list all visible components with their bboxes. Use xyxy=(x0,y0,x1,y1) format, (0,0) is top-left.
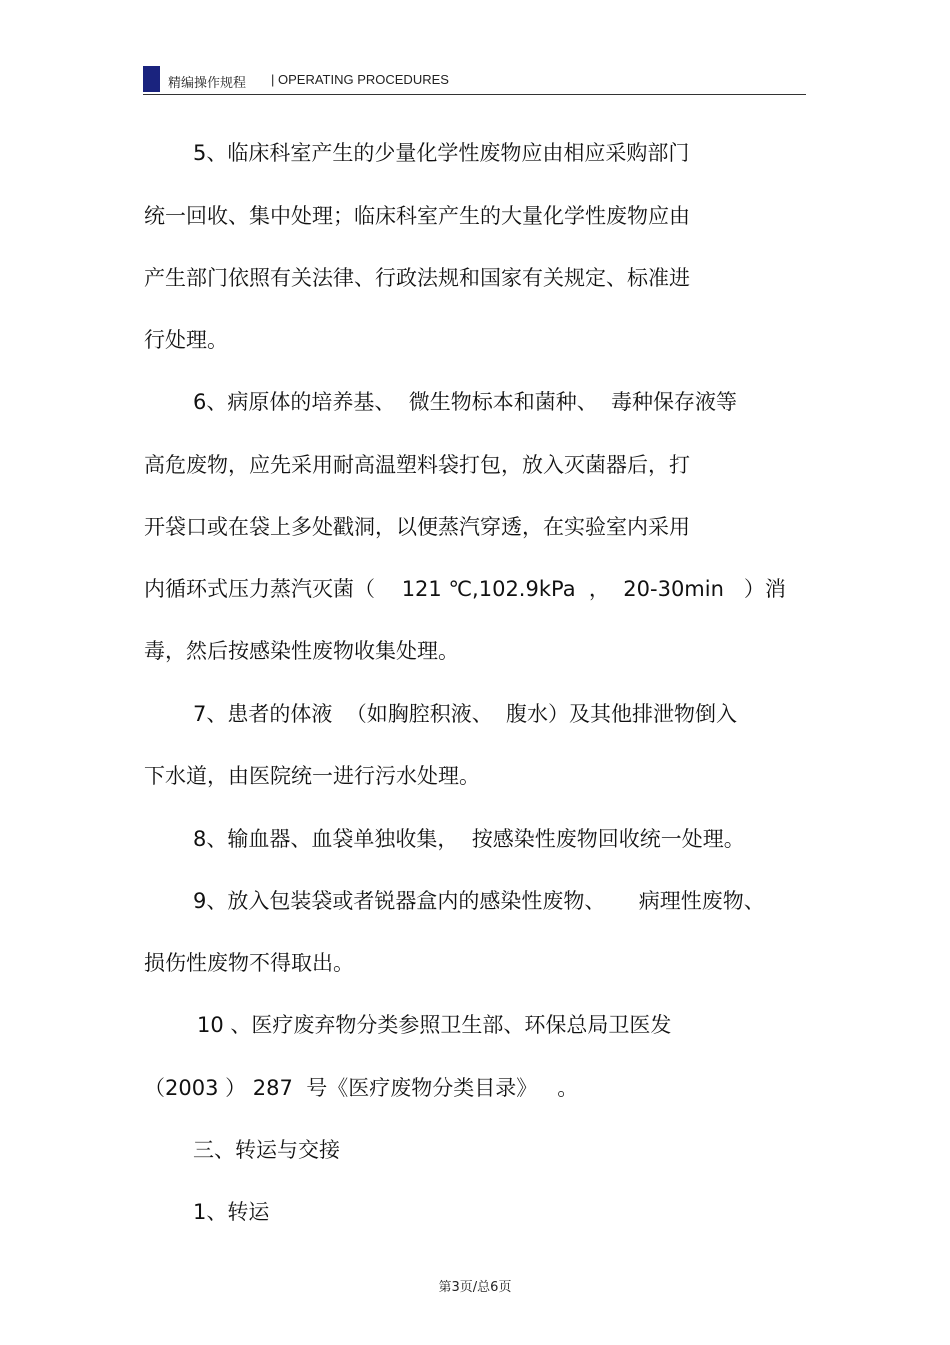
text-line: 三、转运与交接 xyxy=(193,1138,340,1162)
text-line: 6、病原体的培养基、 微生物标本和菌种、 毒种保存液等 xyxy=(193,390,738,414)
text-line: 7、患者的体液 （如胸腔积液、 腹水）及其他排泄物倒入 xyxy=(193,702,738,726)
text-line: 统一回收、集中处理；临床科室产生的大量化学性废物应由 xyxy=(144,204,690,228)
page-number: 第3页/总6页 xyxy=(438,1280,512,1295)
header-subtitle: | OPERATING PROCEDURES xyxy=(271,72,449,87)
text-line: （2003 ） 287 号《医疗废物分类目录》 。 xyxy=(144,1076,579,1100)
text-line: 高危废物，应先采用耐高温塑料袋打包，放入灭菌器后，打 xyxy=(144,453,690,477)
page-header xyxy=(143,66,806,96)
text-line: 下水道，由医院统一进行污水处理。 xyxy=(144,764,480,788)
text-line: 毒，然后按感染性废物收集处理。 xyxy=(144,639,459,663)
text-line: 行处理。 xyxy=(144,328,228,352)
text-line: 1、转运 xyxy=(193,1200,270,1224)
logo-icon xyxy=(143,66,160,92)
header-title: 精编操作规程 xyxy=(168,76,247,91)
text-line: 产生部门依照有关法律、行政法规和国家有关规定、标准进 xyxy=(144,266,690,290)
text-line: 开袋口或在袋上多处戳洞，以便蒸汽穿透，在实验室内采用 xyxy=(144,515,690,539)
text-line: 5、临床科室产生的少量化学性废物应由相应采购部门 xyxy=(193,141,690,165)
text-line: 8、输血器、血袋单独收集， 按感染性废物回收统一处理。 xyxy=(193,827,745,851)
text-line: 内循环式压力蒸汽灭菌（ 121 ℃,102.9kPa ， 20-30min ）消 xyxy=(144,577,786,601)
header-divider xyxy=(143,94,806,95)
text-line: 损伤性废物不得取出。 xyxy=(144,951,354,975)
text-line: 10 、医疗废弃物分类参照卫生部、环保总局卫医发 xyxy=(197,1013,672,1037)
text-line: 9、放入包装袋或者锐器盒内的感染性废物、 病理性废物、 xyxy=(193,889,765,913)
